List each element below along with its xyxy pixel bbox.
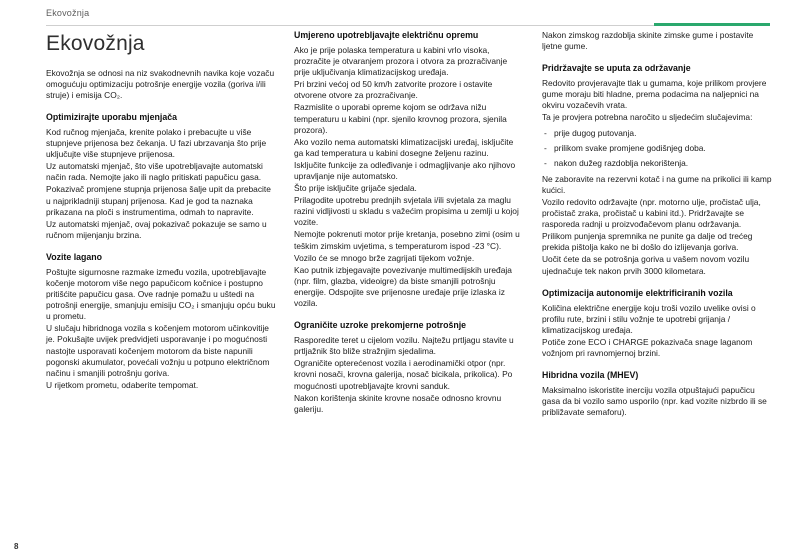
body-paragraph: U slučaju hibridnoga vozila s kočenjem motorom učinkovitije je. Pokušajte uvijek predvidjeti usporavanje i po mogućnosti nastojte usporavati kočenjem motorom da biste napunili pogonski akumulator, povećali vožnju u potpuno električnom načinu i smanjili potrošnju goriva.: [46, 323, 270, 378]
body-paragraph: Pokazivač promjene stupnja prijenosa šalje upit da prebacite u najprikladniji stupanj prijenosa. Kad je god ta naznaka prikazana na ploči s instrumentima, odmah to napravite.: [46, 184, 271, 217]
body-paragraph: Vozilo će se mnogo brže zagrijati tijekom vožnje.: [294, 252, 475, 263]
section-heading: Vozite lagano: [46, 251, 103, 262]
bulleted-list: [542, 128, 772, 169]
running-header-title: Ekovožnja: [46, 8, 90, 18]
body-paragraph: Maksimalno iskoristite inerciju vozila otpuštajući papučicu gasa da bi vozilo samo usporilo (npr. kad vozite nizbrdo ili se približavate semaforu).: [542, 385, 767, 418]
body-paragraph: Ako vozilo nema automatski klimatizacijski uređaj, isključite ga kad temperatura u kabini dosegne željenu razinu.: [294, 136, 514, 158]
text-column-1: [46, 30, 276, 533]
page-title: Ekovožnja: [46, 32, 145, 55]
body-paragraph: Vozilo redovito održavajte (npr. motorno ulje, pročistač ulja, pročistač zraka, pročistač u kabini itd.). Pridržavajte se rasporeda radnji u proizvođačevom planu održavanja.: [542, 197, 761, 230]
list-item: - nakon dužeg razdoblja nekorištenja.: [542, 158, 772, 169]
body-paragraph: Što prije isključite grijače sjedala.: [294, 183, 417, 194]
page-columns: [46, 30, 772, 533]
header-accent-bar: [654, 23, 770, 26]
body-paragraph: Nakon korištenja skinite krovne nosače odnosno krovnu galeriju.: [294, 392, 502, 414]
section-heading: Umjereno upotrebljavajte električnu opremu: [294, 30, 479, 40]
section-heading: Pridržavajte se uputa za održavanje: [542, 63, 691, 74]
list-item: - prilikom svake promjene godišnjeg doba.: [542, 143, 772, 154]
body-paragraph: Uočit ćete da se potrošnja goriva u vašem novom vozilu ujednačuje tek nakon prvih 3000 kilometara.: [542, 254, 750, 276]
body-paragraph: Isključite funkcije za odleđivanje i odmagljivanje ako njihovo upravljanje nije automatsko.: [294, 159, 516, 182]
body-paragraph: Prilagodite upotrebu prednjih svjetala i/ili svjetala za maglu razini vidljivosti u skladu s važećim propisima u zemlji u kojoj vozite.: [294, 195, 519, 228]
body-paragraph: Nemojte pokrenuti motor prije kretanja, posebno zimi (osim u teškim zimskim uvjetima, s temperaturom ispod -23 °C).: [294, 229, 520, 251]
body-paragraph: Nakon zimskog razdoblja skinite zimske gume i postavite ljetne gume.: [542, 30, 754, 52]
body-paragraph: Prilikom punjenja spremnika ne punite ga dalje od trećeg prekida pištolja kako ne bi došlo do izlijevanja goriva.: [542, 231, 753, 253]
body-paragraph: Uz automatski mjenjač, što više upotrebljavajte automatski način rada. Nemojte jako ili naglo pritiskati papučicu gasa.: [46, 161, 263, 183]
body-paragraph: Kao putnik izbjegavajte povezivanje multimedijskih uređaja (npr. film, glazba, videoigre) da biste smanjili potrošnju energije. Odspojite sve prijenosne uređaje prije izlaska iz vozila.: [294, 264, 512, 309]
body-paragraph: Ne zaboravite na rezervni kotač i na gume na prikolici ili kamp kućici.: [542, 173, 772, 195]
column-3-body: [542, 30, 772, 418]
body-paragraph: Ograničite opterećenost vozila i aerodinamički otpor (npr. krovni nosači, krovna galerija, nosač bicikala, prikolica). Po mogućnosti upotrebljavajte krovni sanduk.: [294, 358, 513, 391]
section-heading: Optimizirajte uporabu mjenjača: [46, 112, 178, 122]
section-heading: Ograničite uzroke prekomjerne potrošnje: [294, 320, 467, 331]
body-paragraph: Redovito provjeravajte tlak u gumama, koje prilikom provjere gume moraju biti hladne, prema podacima na naljepnici na okviru vozačevih vrata.: [542, 78, 767, 111]
column-2-body: [294, 30, 524, 415]
body-paragraph: Razmislite o uporabi opreme kojom se održava nižu temperaturu u kabini (npr. sjenilo krovnog prozora, sjenila prozora).: [294, 102, 507, 135]
text-column-2: [294, 30, 524, 533]
section-heading: Optimizacija autonomije elektrificiranih vozila: [542, 287, 733, 298]
body-paragraph: Poštujte sigurnosne razmake između vozila, upotrebljavajte kočenje motorom više nego papučicom kočnice i postupno pritišćite papučicu gasa. Ove radnje pomažu u uštedi na potrošnji energije, smanjuju emisiju CO₂ i smanjuju opću buku u prometu.: [46, 266, 276, 322]
body-paragraph: Rasporedite teret u cijelom vozilu. Najtežu prtljagu stavite u prtljažnik što bliže stražnjim sjedalima.: [294, 335, 514, 357]
body-paragraph: Pri brzini većoj od 50 km/h zatvorite prozore i ostavite otvorene otvore za prozračivanje.: [294, 79, 493, 101]
body-paragraph: Ako je prije polaska temperatura u kabini vrlo visoka, prozračite je otvaranjem prozora i otvora za prozračivanje prije uključivanja klimatizacijskog uređaja.: [294, 44, 508, 78]
body-paragraph: Ekovožnja se odnosi na niz svakodnevnih navika koje vozaču omogućuju optimizaciju potrošnje energije vozila (goriva i/ili struje) i emisija CO₂.: [46, 67, 275, 100]
body-paragraph: Kod ručnog mjenjača, krenite polako i prebacujte u više stupnjeve prijenosa bez čekanja. U fazi ubrzavanja što prije uključujte više stupnjeve prijenosa.: [46, 126, 267, 160]
text-column-3: [542, 30, 772, 533]
page-number: 8: [14, 542, 19, 551]
body-paragraph: Ta je provjera potrebna naročito u sljedećim slučajevima:: [542, 112, 753, 123]
list-item: - prije dugog putovanja.: [542, 128, 772, 139]
body-paragraph: Uz automatski mjenjač, ovaj pokazivač pokazuje se samo u ručnom mijenjanju brzina.: [46, 218, 267, 240]
body-paragraph: U rijetkom prometu, odaberite tempomat.: [46, 379, 199, 390]
section-heading: Hibridna vozila (MHEV): [542, 370, 639, 381]
body-paragraph: Količina električne energije koju troši vozilo uvelike ovisi o profilu rute, brzini i stilu vožnje te upotrebi grijanja / klimatizacijskog uređaja.: [542, 302, 756, 335]
column-1-body: [46, 68, 276, 391]
body-paragraph: Potiče zone ECO i CHARGE pokazivača snage laganom vožnjom pri ravnomjernoj brzini.: [542, 336, 753, 359]
